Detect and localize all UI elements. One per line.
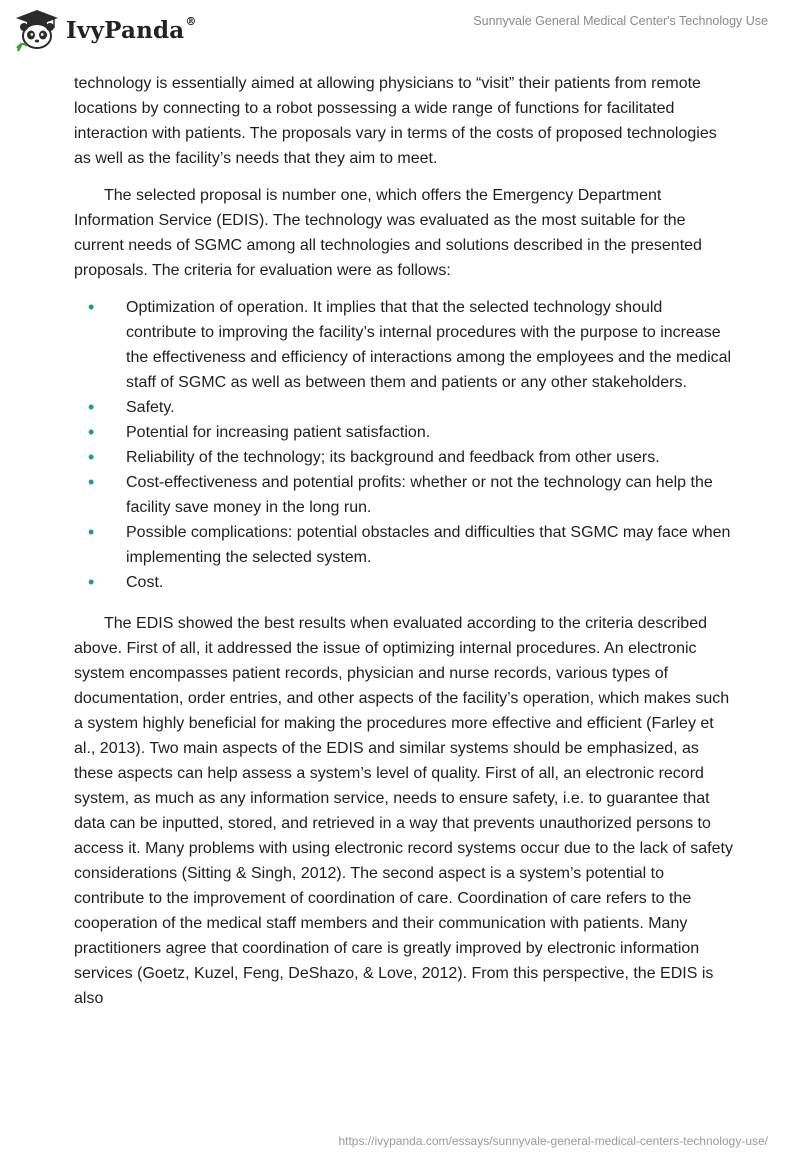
bullet-icon: • bbox=[88, 447, 95, 467]
criteria-list bbox=[74, 295, 734, 595]
ivypanda-logo[interactable] bbox=[14, 8, 197, 52]
document-title: Sunnyvale General Medical Center's Technology Use bbox=[473, 14, 768, 28]
list-item: • Potential for increasing patient satisfaction. bbox=[74, 420, 734, 445]
essay-body bbox=[74, 71, 734, 1023]
list-item: • Safety. bbox=[74, 395, 734, 420]
list-item: • Optimization of operation. It implies that that the selected technology should contribute to improving the facility’s internal procedures with the purpose to increase the effectiveness and efficiency of interactions among the employees and the medical staff of SGMC as well as between them and patients or any other stakeholders. bbox=[88, 297, 732, 391]
bullet-icon: • bbox=[88, 397, 95, 417]
bullet-icon: • bbox=[88, 522, 95, 542]
source-url-link[interactable]: https://ivypanda.com/essays/sunnyvale-general-medical-centers-technology-use/ bbox=[338, 1134, 768, 1148]
page-header bbox=[0, 0, 800, 60]
bullet-icon: • bbox=[88, 472, 95, 492]
registered-mark: ® bbox=[185, 14, 197, 28]
panda-graduate-icon bbox=[14, 8, 60, 52]
list-item: • Reliability of the technology; its background and feedback from other users. bbox=[74, 445, 734, 470]
bullet-icon: • bbox=[88, 297, 95, 317]
list-item: • Cost-effectiveness and potential profits: whether or not the technology can help the facility save money in the long run. bbox=[88, 472, 713, 516]
list-item: • Possible complications: potential obstacles and difficulties that SGMC may face when implementing the selected system. bbox=[88, 522, 731, 566]
bullet-icon: • bbox=[88, 572, 95, 592]
bullet-icon: • bbox=[88, 422, 95, 442]
list-item: • Cost. bbox=[74, 570, 734, 595]
paragraph-2: The selected proposal is number one, which offers the Emergency Department Information Service (EDIS). The technology was evaluated as the most suitable for the current needs of SGMC among all technologies and solutions described in the presented proposals. The criteria for evaluation were as follows: bbox=[74, 187, 702, 279]
paragraph-1: technology is essentially aimed at allowing physicians to “visit” their patients from remote locations by connecting to a robot possessing a wide range of functions for facilitated interaction with patients. The proposals vary in terms of the costs of proposed technologies as well as the facility’s needs that they aim to meet. bbox=[74, 75, 717, 167]
logo-text: IvyPanda® bbox=[66, 14, 197, 44]
paragraph-3: The EDIS showed the best results when evaluated according to the criteria described above. First of all, it addressed the issue of optimizing internal procedures. An electronic system encompasses patient records, physician and nurse records, various types of documentation, order entries, and other aspects of the facility’s operation, which makes such a system highly beneficial for making the procedures more effective and efficient (Farley et al., 2013). Two main aspects of the EDIS and similar systems should be emphasized, as these aspects can help assess a system’s level of quality. First of all, an electronic record system, as much as any information service, needs to ensure safety, i.e. to guarantee that data can be inputted, stored, and retrieved in a way that prevents unauthorized persons to access it. Many problems with using electronic record systems occur due to the lack of safety considerations (Sitting & Singh, 2012). The second aspect is a system’s potential to contribute to the improvement of coordination of care. Coordination of care refers to the cooperation of the medical staff members and their communication with patients. Many practitioners agree that coordination of care is greatly improved by electronic information services (Goetz, Kuzel, Feng, DeShazo, & Love, 2012). From this perspective, the EDIS is also bbox=[74, 615, 733, 1007]
